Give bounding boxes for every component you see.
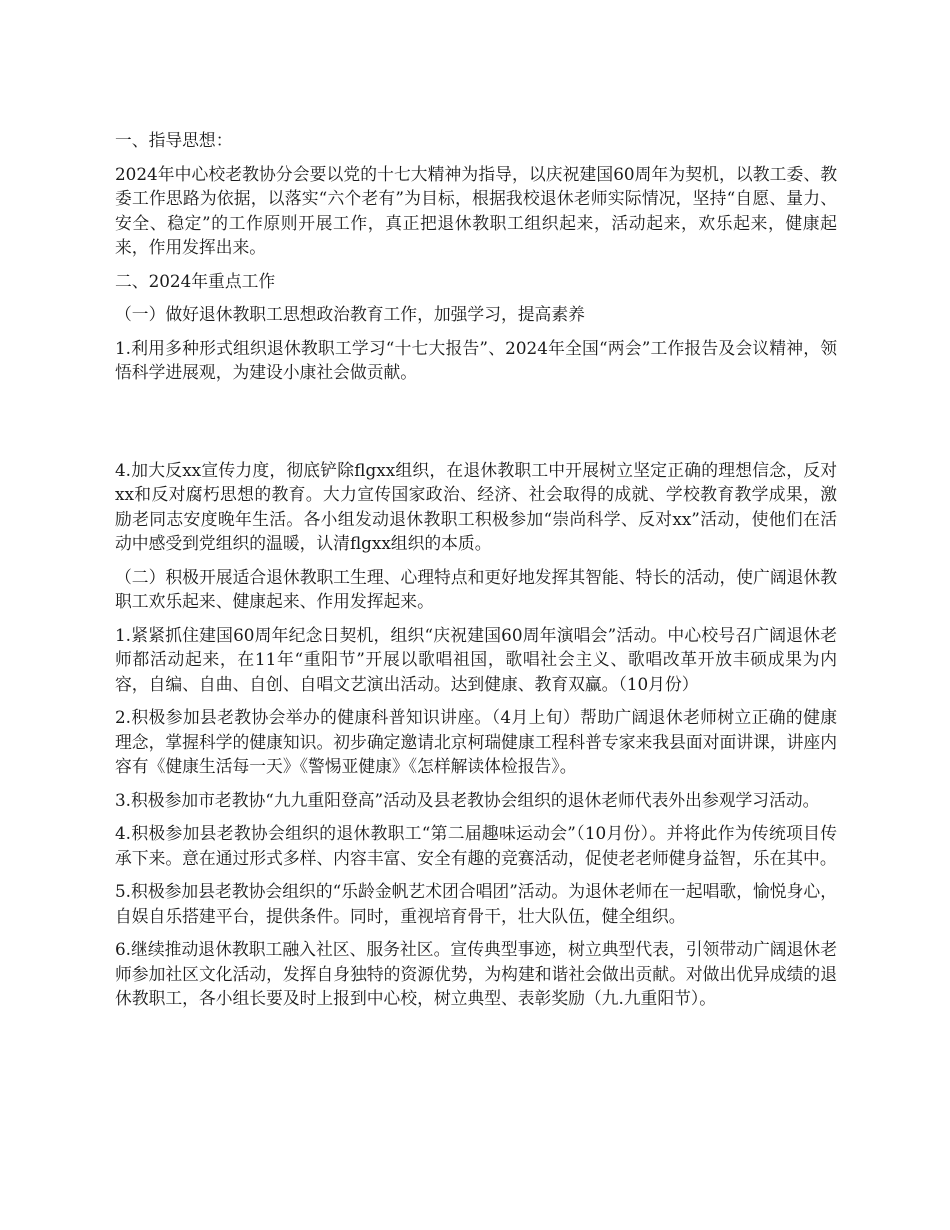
document-body xyxy=(115,128,837,1020)
blank-gap xyxy=(115,394,837,458)
sub2-item-4: 4.积极参加县老教协会组织的退休教职工“第二届趣味运动会”（10月份）。并将此作为传统项目传承下来。意在通过形式多样、内容丰富、安全有趣的竞赛活动，促使老老师健身益智，乐在其中。 xyxy=(115,823,837,868)
sub2-item-1: 1.紧紧抓住建国60周年纪念日契机，组织“庆祝建国60周年演唱会”活动。中心校号召广阔退休老师都活动起来，在11年“重阳节”开展以歌唱祖国，歌唱社会主义、歌唱改革开放丰硕成果为内容，自编、自曲、自创、自唱文艺演出活动。达到健康、教育双赢。（10月份） xyxy=(115,624,837,694)
section2-heading: 二、2024年重点工作 xyxy=(115,270,276,291)
sub2-item-5: 5.积极参加县老教协会组织的“乐龄金帆艺术团合唱团”活动。为退休老师在一起唱歌，愉悦身心，自娱自乐搭建平台，提供条件。同时，重视培育骨干，壮大队伍，健全组织。 xyxy=(115,881,837,926)
sub2-item-2: 2.积极参加县老教协会举办的健康科普知识讲座。（4月上旬）帮助广阔退休老师树立正确的健康理念，掌握科学的健康知识。初步确定邀请北京柯瑞健康工程科普专家来我县面对面讲课，讲座内容有《健康生活每一天》《警惕亚健康》《怎样解读体检报告》。 xyxy=(115,707,837,776)
sub2-heading: （二）积极开展适合退休教职工生理、心理特点和更好地发挥其智能、特长的活动，使广阔退休教职工欢乐起来、健康起来、作用发挥起来。 xyxy=(115,566,837,611)
sub2-item-3: 3.积极参加市老教协“九九重阳登高”活动及县老教协会组织的退休老师代表外出参观学习活动。 xyxy=(115,789,820,810)
section1-body: 2024年中心校老教协分会要以党的十七大精神为指导，以庆祝建国60周年为契机，以教工委、教委工作思路为依据，以落实“六个老有”为目标，根据我校退休老师实际情况，坚持“自愿、量力、安全、稳定”的工作原则开展工作，真正把退休教职工组织起来，活动起来，欢乐起来，健康起来，作用发挥出来。 xyxy=(115,163,837,257)
sub1-heading: （一）做好退休教职工思想政治教育工作，加强学习，提高素养 xyxy=(115,304,585,324)
sub1-item-1: 1.利用多种形式组织退休教职工学习“十七大报告”、2024年全国“两会”工作报告及会议精神，领悟科学进展观，为建设小康社会做贡献。 xyxy=(115,337,837,382)
section1-heading: 一、指导思想： xyxy=(115,130,233,150)
sub1-item-4: 4.加大反xx宣传力度，彻底铲除flgxx组织，在退休教职工中开展树立坚定正确的理想信念，反对xx和反对腐朽思想的教育。大力宣传国家政治、经济、社会取得的成就、学校教育教学成果，激励老同志安度晚年生活。各小组发动退休教职工积极参加“崇尚科学、反对xx”活动，使他们在活动中感受到党组织的温暖，认清flgxx组织的本质。 xyxy=(115,459,837,553)
sub2-item-6: 6.继续推动退休教职工融入社区、服务社区。宣传典型事迹，树立典型代表，引领带动广阔退休老师参加社区文化活动，发挥自身独特的资源优势，为构建和谐社会做出贡献。对做出优异成绩的退休教职工，各小组长要及时上报到中心校，树立典型、表彰奖励（九.九重阳节）。 xyxy=(115,939,837,1008)
